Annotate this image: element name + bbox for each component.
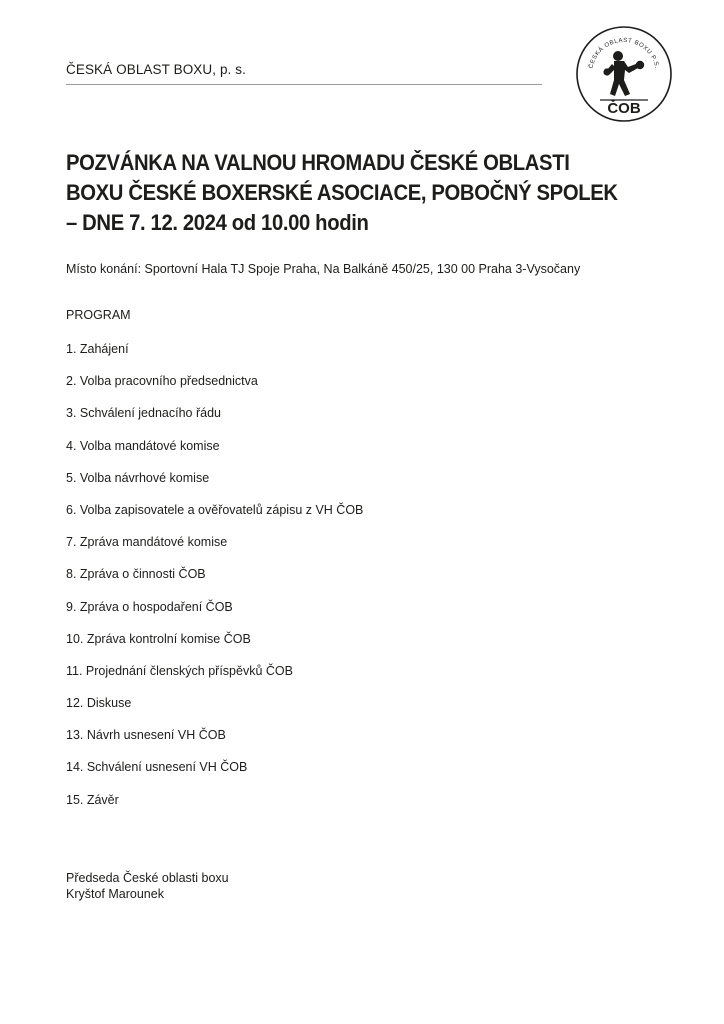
logo-abbreviation: ČOB xyxy=(607,100,641,117)
venue-text: Místo konání: Sportovní Hala TJ Spoje Praha, Na Balkáně 450/25, 130 00 Praha 3-Vysočany xyxy=(66,262,581,276)
title-line: POZVÁNKA NA VALNOU HROMADU ČESKÉ OBLASTI xyxy=(66,150,570,175)
title-line: BOXU ČESKÉ BOXERSKÉ ASOCIACE, POBOČNÝ SPOLEK xyxy=(66,180,618,205)
title-line: – DNE 7. 12. 2024 od 10.00 hodin xyxy=(66,210,369,235)
header-divider xyxy=(66,84,542,85)
program-item: 7. Zpráva mandátové komise xyxy=(66,535,228,550)
signature-block xyxy=(66,870,229,902)
logo-ring-text: ČESKÁ OBLAST BOXU P.S. xyxy=(588,37,660,70)
program-item: 3. Schválení jednacího řádu xyxy=(66,406,221,421)
program-list xyxy=(66,341,363,824)
program-item: 11. Projednání členských příspěvků ČOB xyxy=(66,663,293,678)
signature-name: Kryštof Marounek xyxy=(66,887,164,901)
program-item: 8. Zpráva o činnosti ČOB xyxy=(66,567,206,582)
program-item: 10. Zpráva kontrolní komise ČOB xyxy=(66,631,251,646)
signature-role: Předseda České oblasti boxu xyxy=(66,871,229,885)
program-item: 4. Volba mandátové komise xyxy=(66,438,220,453)
program-item: 15. Závěr xyxy=(66,792,119,807)
program-item: 14. Schválení usnesení VH ČOB xyxy=(66,760,248,775)
organization-header: ČESKÁ OBLAST BOXU, p. s. xyxy=(66,62,246,77)
program-item: 9. Zpráva o hospodaření ČOB xyxy=(66,599,233,614)
page-title xyxy=(66,148,624,238)
program-item: 2. Volba pracovního předsednictva xyxy=(66,374,258,389)
program-item: 1. Zahájení xyxy=(66,342,129,356)
cob-logo xyxy=(574,24,674,124)
program-heading: PROGRAM xyxy=(66,308,131,322)
boxer-logo-icon xyxy=(574,24,674,124)
program-item: 6. Volba zapisovatele a ověřovatelů zápisu z VH ČOB xyxy=(66,502,364,517)
program-item: 5. Volba návrhové komise xyxy=(66,470,210,485)
program-item: 13. Návrh usnesení VH ČOB xyxy=(66,728,226,743)
program-item: 12. Diskuse xyxy=(66,696,132,711)
